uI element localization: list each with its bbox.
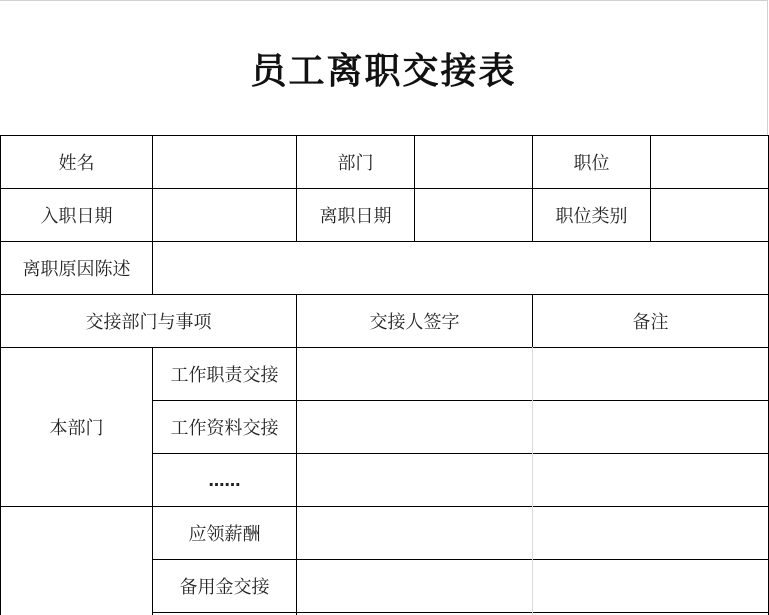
position-type-label: 职位类别 [555,206,628,227]
item-petty-cash-handover: 备用金交接 [179,577,270,598]
leave-reason-field[interactable] [153,242,768,294]
grid-line [0,294,769,295]
grid-line [0,188,769,189]
department-field[interactable] [415,136,532,188]
signer-field[interactable] [297,560,532,612]
signer-field[interactable] [297,348,532,400]
grid-line [0,347,769,348]
grid-line [0,135,769,136]
leave-reason-label: 离职原因陈述 [22,259,131,280]
join-date-label: 入职日期 [40,206,113,227]
header-remark: 备注 [632,312,669,333]
department-label: 部门 [337,153,374,174]
grid-line [532,135,533,242]
item-docs-handover: 工作资料交接 [170,418,279,439]
group-dept-finance [1,507,152,615]
remark-field[interactable] [533,401,768,453]
header-signer: 交接人签字 [369,312,460,333]
grid-line [650,135,651,242]
grid-line [532,294,533,348]
grid-line [152,453,769,454]
signer-field[interactable] [297,454,532,506]
item-salary-due: 应领薪酬 [188,524,261,545]
remark-field[interactable] [533,454,768,506]
form-title: 员工离职交接表 [250,49,517,92]
name-field[interactable] [153,136,296,188]
title-area [0,0,768,135]
item-ellipsis: …… [208,470,241,490]
header-dept-item: 交接部门与事项 [85,312,212,333]
grid-line [414,135,415,242]
grid-line [152,347,153,615]
join-date-field[interactable] [153,189,296,241]
grid-line [152,400,769,401]
grid-line [152,612,769,613]
grid-line [0,241,769,242]
remark-field[interactable] [533,507,768,559]
remark-field[interactable] [533,348,768,400]
grid-line [296,294,297,615]
grid-line [0,506,769,507]
signer-field[interactable] [297,401,532,453]
grid-line [532,347,533,615]
leave-date-label: 离职日期 [319,206,392,227]
position-label: 职位 [573,153,610,174]
position-type-field[interactable] [651,189,768,241]
leave-date-field[interactable] [415,189,532,241]
grid-line [152,559,769,560]
grid-line [152,135,153,242]
position-field[interactable] [651,136,768,188]
group-dept-own: 本部门 [49,418,104,439]
item-duty-handover: 工作职责交接 [170,365,279,386]
remark-field[interactable] [533,560,768,612]
grid-line [0,135,1,615]
grid-line [152,241,153,295]
grid-line [296,135,297,242]
signer-field[interactable] [297,507,532,559]
name-label: 姓名 [58,153,95,174]
